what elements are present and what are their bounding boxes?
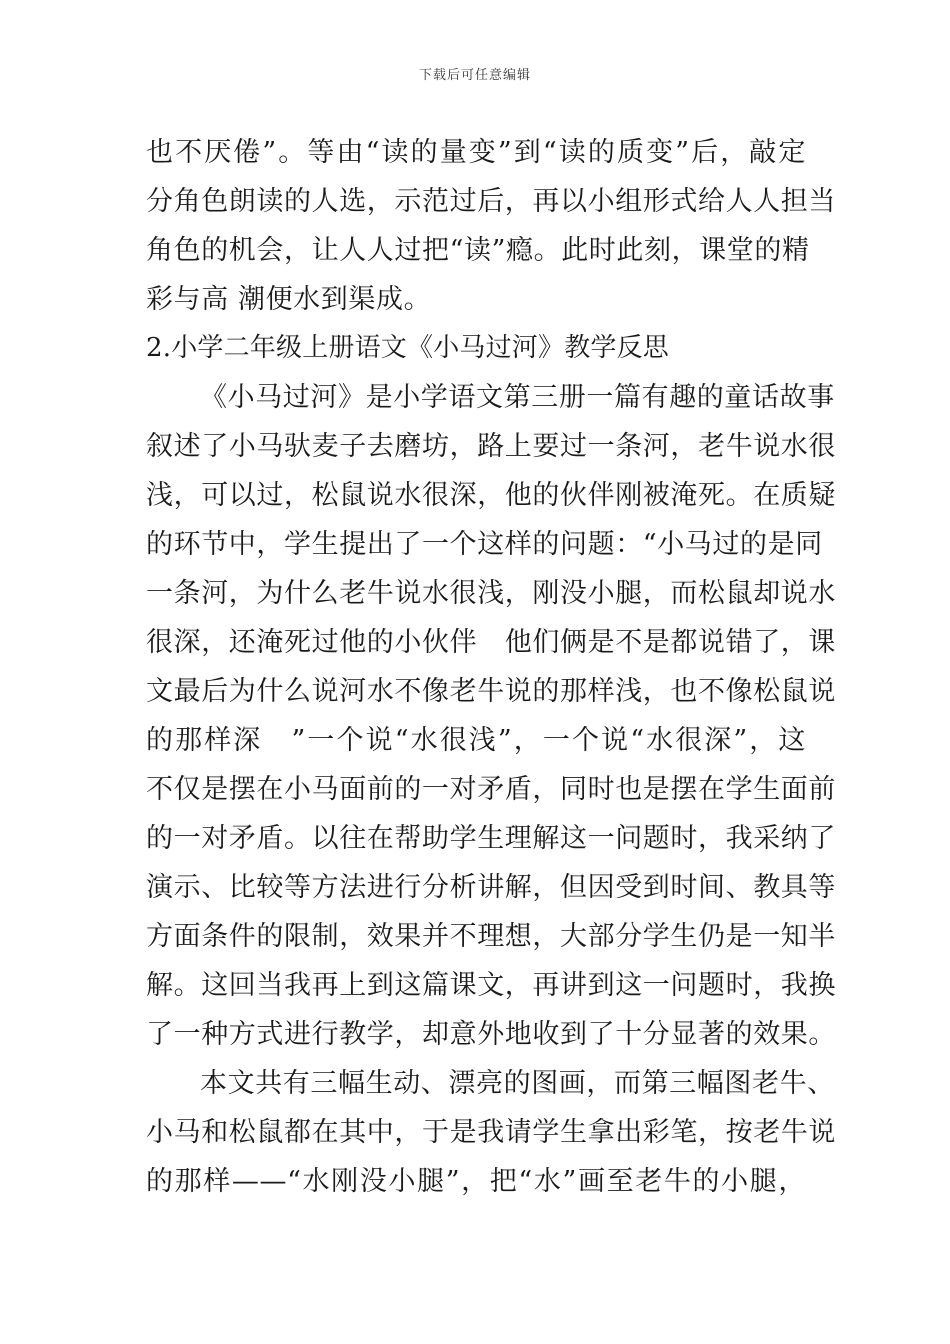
text-line: 角色的机会，让人人过把“读”瘾。此时此刻，课堂的精 (146, 235, 810, 266)
document-body (146, 128, 836, 1206)
text-line: 小马和松鼠都在其中，于是我请学生拿出彩笔，按老牛说 (146, 1117, 836, 1148)
text-line: 的一对矛盾。以往在帮助学生理解这一问题时，我采纳了 (146, 823, 836, 854)
text-line: 叙述了小马驮麦子去磨坊，路上要过一条河，老牛说水很 (146, 431, 836, 462)
text-line: 浅，可以过，松鼠说水很深，他的伙伴刚被淹死。在质疑 (146, 480, 836, 511)
paragraph-continued (146, 128, 836, 324)
text-line: 不仅是摆在小马面前的一对矛盾，同时也是摆在学生面前 (146, 774, 836, 805)
paragraph-2 (146, 1059, 836, 1206)
text-line: 演示、比较等方法进行分析讲解，但因受到时间、教具等 (146, 872, 836, 903)
text-line: 的那样深 ”一个说“水很浅”，一个说“水很深”，这 (146, 725, 806, 756)
text-line: 一条河，为什么老牛说水很浅，刚没小腿，而松鼠却说水 (146, 578, 836, 609)
text-line: 很深，还淹死过他的小伙伴 他们俩是不是都说错了，课 (146, 627, 836, 658)
page-header-note: 下载后可任意编辑 (418, 68, 531, 83)
text-line: 彩与高 潮便水到渠成。 (146, 284, 432, 315)
text-line: 方面条件的限制，效果并不理想，大部分学生仍是一知半 (146, 921, 836, 952)
section-heading: 2.小学二年级上册语文《小马过河》教学反思 (146, 333, 670, 363)
text-line: 的那样——“水刚没小腿”，把“水”画至老牛的小腿， (146, 1166, 806, 1197)
text-line: 文最后为什么说河水不像老牛说的那样浅，也不像松鼠说 (146, 676, 836, 707)
text-line: 本文共有三幅生动、漂亮的图画，而第三幅图老牛、 (200, 1068, 835, 1099)
text-line: 解。这回当我再上到这篇课文，再讲到这一问题时，我换 (146, 970, 836, 1001)
text-line: 了一种方式进行教学，却意外地收到了十分显著的效果。 (146, 1019, 836, 1050)
text-line: 《小马过河》是小学语文第三册一篇有趣的童话故事 (200, 382, 835, 413)
text-line: 的环节中，学生提出了一个这样的问题：“小马过的是同 (146, 529, 823, 560)
paragraph-1 (146, 373, 836, 1059)
text-line: 也不厌倦”。等由“读的量变”到“读的质变”后，敲定 (146, 137, 806, 168)
text-line: 分角色朗读的人选，示范过后，再以小组形式给人人担当 (146, 186, 836, 217)
